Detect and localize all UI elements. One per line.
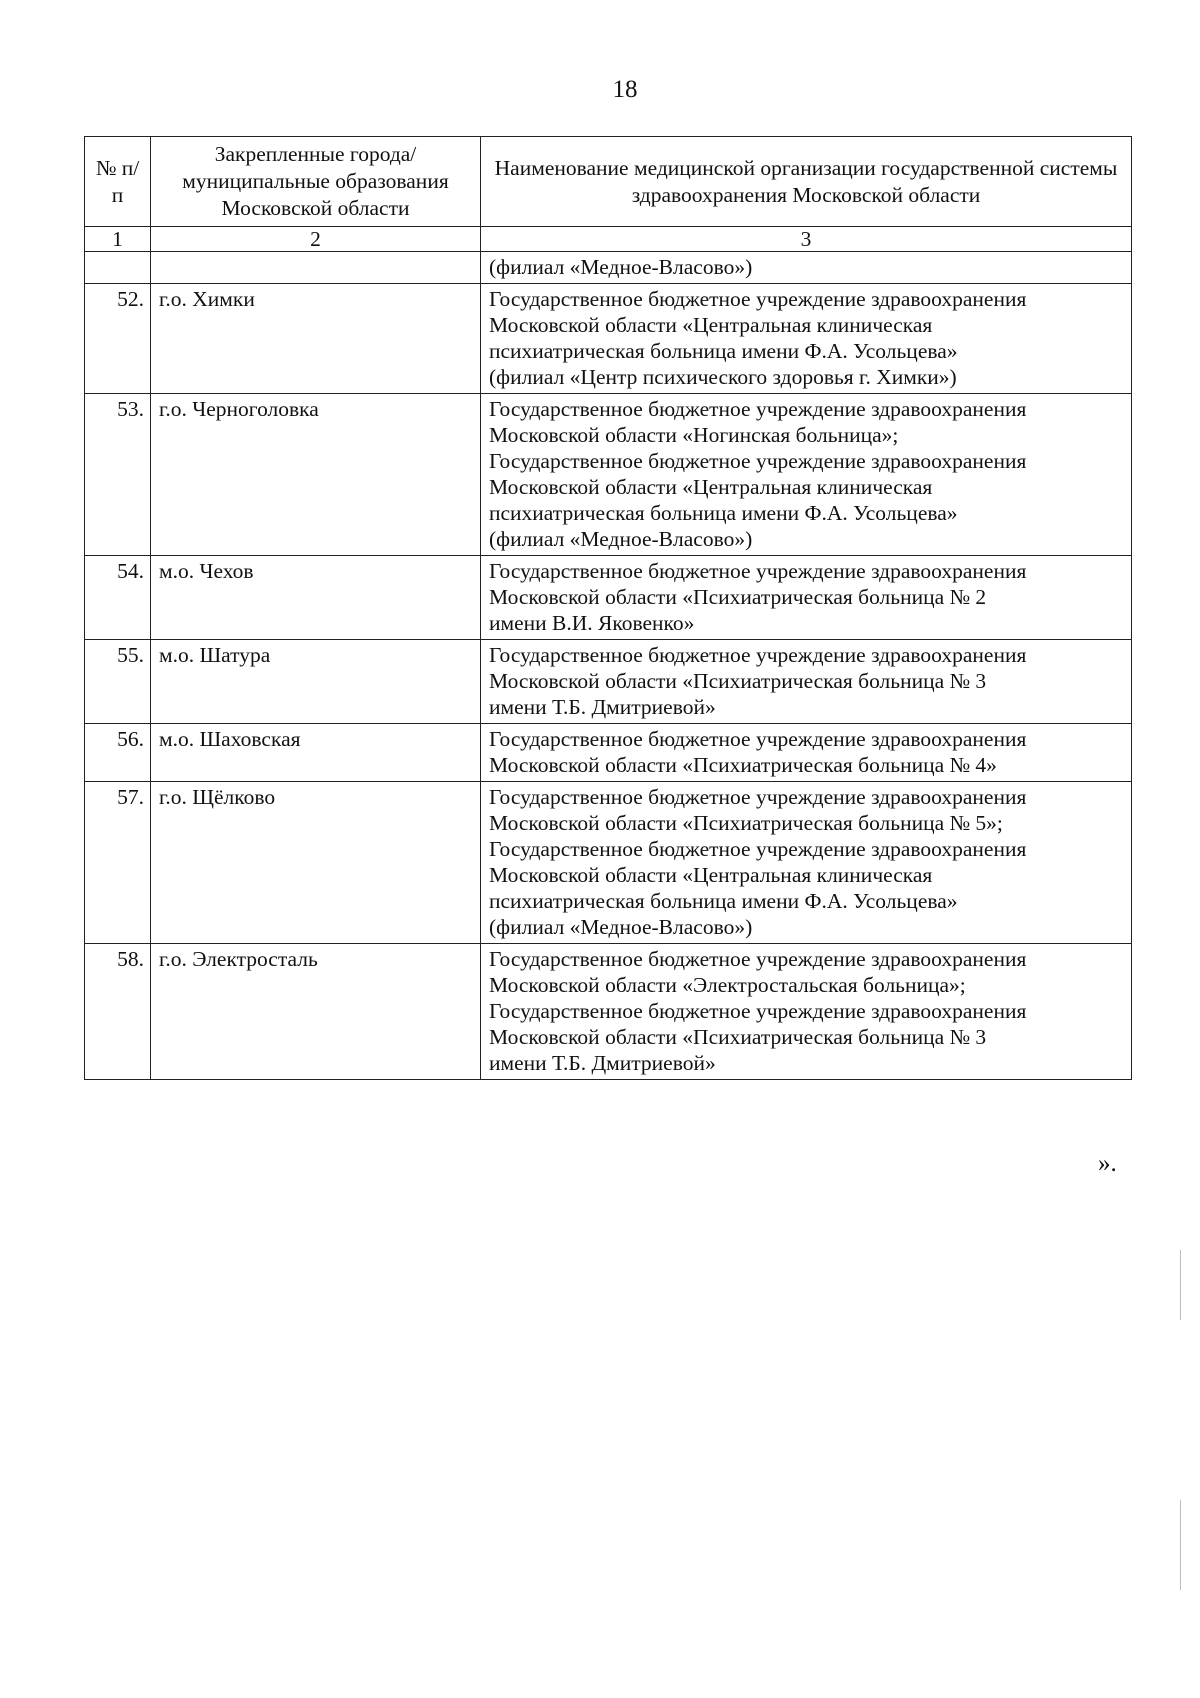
- organization-line: Московской области «Центральная клиническая: [489, 475, 933, 499]
- organization-line: психиатрическая больница имени Ф.А. Усольцева»: [489, 501, 958, 525]
- row-number: 57.: [85, 782, 151, 944]
- row-number: 54.: [85, 556, 151, 640]
- row-number: 58.: [85, 944, 151, 1080]
- organization-line: Московской области «Психиатрическая больница № 2: [489, 585, 987, 609]
- organization-name: [481, 640, 1132, 724]
- municipality-name: м.о. Шаховская: [151, 724, 481, 782]
- table-row: [85, 284, 1132, 394]
- column-number: 2: [151, 227, 481, 252]
- scan-edge-mark: [1180, 1500, 1181, 1590]
- header-organization: Наименование медицинской организации государственной системы здравоохранения Московской области: [481, 137, 1132, 227]
- organization-line: Государственное бюджетное учреждение здравоохранения: [489, 449, 1027, 473]
- table-row: [85, 394, 1132, 556]
- organization-line: имени В.И. Яковенко»: [489, 611, 695, 635]
- table-row: [85, 640, 1132, 724]
- organization-line: психиатрическая больница имени Ф.А. Усольцева»: [489, 889, 958, 913]
- organization-line: Государственное бюджетное учреждение здравоохранения: [489, 785, 1027, 809]
- organization-line: Московской области «Психиатрическая больница № 4»: [489, 753, 997, 777]
- organization-line: Московской области «Психиатрическая больница № 3: [489, 1025, 987, 1049]
- organization-name: [481, 724, 1132, 782]
- organization-line: (филиал «Центр психического здоровья г. Химки»): [489, 365, 957, 389]
- organization-name: [481, 782, 1132, 944]
- organization-line: Государственное бюджетное учреждение здравоохранения: [489, 727, 1027, 751]
- organization-name: [481, 394, 1132, 556]
- organization-line: Государственное бюджетное учреждение здравоохранения: [489, 999, 1027, 1023]
- row-number: 52.: [85, 284, 151, 394]
- organization-line: Государственное бюджетное учреждение здравоохранения: [489, 287, 1027, 311]
- continuation-text: (филиал «Медное-Власово»): [481, 252, 1132, 284]
- organization-name: [481, 284, 1132, 394]
- table-row: [85, 944, 1132, 1080]
- municipality-name: г.о. Щёлково: [151, 782, 481, 944]
- organization-line: (филиал «Медное-Власово»): [489, 915, 753, 939]
- row-number: 55.: [85, 640, 151, 724]
- header-num: № п/п: [85, 137, 151, 227]
- table-cell: [85, 252, 151, 284]
- table-row: [85, 556, 1132, 640]
- column-number: 3: [481, 227, 1132, 252]
- table-cell: [151, 252, 481, 284]
- organization-line: Московской области «Центральная клиническая: [489, 313, 933, 337]
- row-number: 56.: [85, 724, 151, 782]
- closing-quote-mark: ».: [1098, 1150, 1117, 1177]
- table-row: [85, 782, 1132, 944]
- organization-line: Московской области «Центральная клиническая: [489, 863, 933, 887]
- organization-line: Государственное бюджетное учреждение здравоохранения: [489, 643, 1027, 667]
- organization-line: Московской области «Психиатрическая больница № 3: [489, 669, 987, 693]
- organization-line: Государственное бюджетное учреждение здравоохранения: [489, 837, 1027, 861]
- municipality-name: м.о. Чехов: [151, 556, 481, 640]
- organization-line: (филиал «Медное-Власово»): [489, 527, 753, 551]
- organization-line: Государственное бюджетное учреждение здравоохранения: [489, 397, 1027, 421]
- table-row: [85, 724, 1132, 782]
- table-header-row: [85, 137, 1132, 227]
- scan-edge-mark: [1180, 1250, 1181, 1320]
- municipality-name: м.о. Шатура: [151, 640, 481, 724]
- continuation-row: [85, 252, 1132, 284]
- organization-name: [481, 944, 1132, 1080]
- organization-line: Государственное бюджетное учреждение здравоохранения: [489, 559, 1027, 583]
- hospital-assignment-table: [84, 136, 1132, 1080]
- row-number: 53.: [85, 394, 151, 556]
- organization-line: Государственное бюджетное учреждение здравоохранения: [489, 947, 1027, 971]
- column-number-row: [85, 227, 1132, 252]
- organization-line: имени Т.Б. Дмитриевой»: [489, 1051, 716, 1075]
- header-municipality: Закрепленные города/муниципальные образования Московской области: [151, 137, 481, 227]
- page-number: 18: [612, 76, 638, 103]
- organization-line: Московской области «Электростальская больница»;: [489, 973, 966, 997]
- municipality-name: г.о. Химки: [151, 284, 481, 394]
- column-number: 1: [85, 227, 151, 252]
- municipality-name: г.о. Черноголовка: [151, 394, 481, 556]
- organization-line: Московской области «Ногинская больница»;: [489, 423, 899, 447]
- organization-name: [481, 556, 1132, 640]
- organization-line: психиатрическая больница имени Ф.А. Усольцева»: [489, 339, 958, 363]
- organization-line: Московской области «Психиатрическая больница № 5»;: [489, 811, 1003, 835]
- organization-line: имени Т.Б. Дмитриевой»: [489, 695, 716, 719]
- municipality-name: г.о. Электросталь: [151, 944, 481, 1080]
